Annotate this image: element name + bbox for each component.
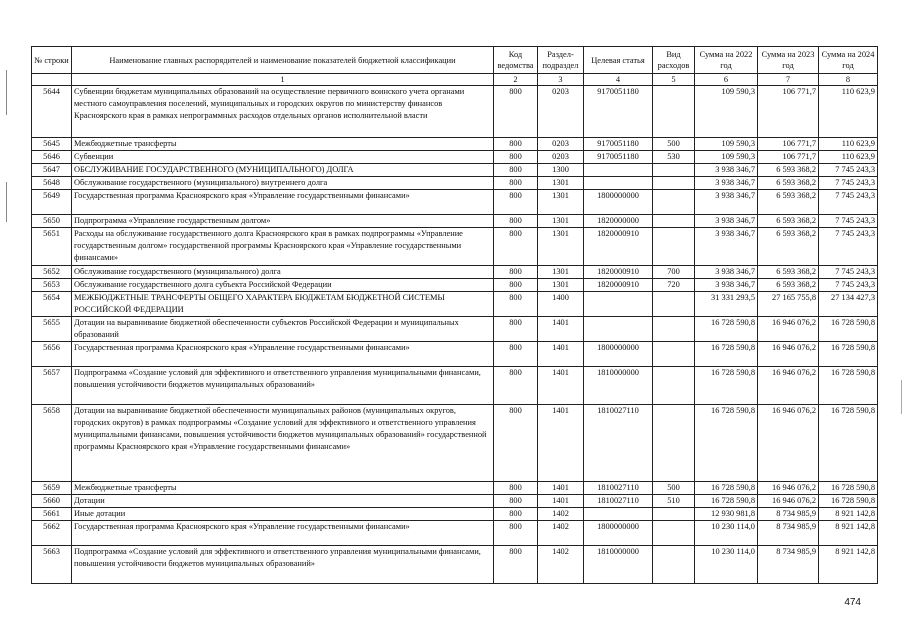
row-number: 5645 xyxy=(32,138,72,151)
expense-type xyxy=(653,190,695,215)
column-number-row xyxy=(32,74,878,86)
sum-2022: 3 938 346,7 xyxy=(695,228,758,266)
section-code: 1400 xyxy=(538,292,584,317)
department-code: 800 xyxy=(494,521,538,546)
sum-2023: 16 946 076,2 xyxy=(758,405,819,482)
row-name: Межбюджетные трансферты xyxy=(72,482,494,495)
sum-2024: 7 745 243,3 xyxy=(819,164,878,177)
row-number: 5652 xyxy=(32,266,72,279)
table-header-row xyxy=(32,47,878,74)
table-row xyxy=(32,164,878,177)
table-row xyxy=(32,151,878,164)
column-number: 5 xyxy=(653,74,695,86)
header-section: Раздел-подраздел xyxy=(538,47,584,74)
sum-2023: 6 593 368,2 xyxy=(758,279,819,292)
table-row xyxy=(32,482,878,495)
sum-2024: 16 728 590,8 xyxy=(819,405,878,482)
sum-2022: 16 728 590,8 xyxy=(695,405,758,482)
department-code: 800 xyxy=(494,279,538,292)
section-code: 1301 xyxy=(538,215,584,228)
row-name: Подпрограмма «Создание условий для эффективного и ответственного управления муниципальными финансами, повышения устойчивости бюджетов муниципальных образований» xyxy=(72,546,494,584)
section-code: 0203 xyxy=(538,151,584,164)
section-code: 1401 xyxy=(538,317,584,342)
table-row xyxy=(32,367,878,405)
table-row xyxy=(32,228,878,266)
expense-type xyxy=(653,508,695,521)
sum-2023: 6 593 368,2 xyxy=(758,228,819,266)
expense-type: 530 xyxy=(653,151,695,164)
table-row xyxy=(32,405,878,482)
section-code: 1301 xyxy=(538,266,584,279)
sum-2022: 16 728 590,8 xyxy=(695,342,758,367)
sum-2022: 16 728 590,8 xyxy=(695,317,758,342)
target-article xyxy=(584,508,653,521)
target-article: 1820000910 xyxy=(584,228,653,266)
row-number: 5657 xyxy=(32,367,72,405)
sum-2023: 27 165 755,8 xyxy=(758,292,819,317)
header-target-article: Целевая статья xyxy=(584,47,653,74)
row-name: Обслуживание государственного (муниципального) внутреннего долга xyxy=(72,177,494,190)
department-code: 800 xyxy=(494,177,538,190)
section-code: 1401 xyxy=(538,405,584,482)
sum-2023: 106 771,7 xyxy=(758,151,819,164)
target-article: 1820000000 xyxy=(584,215,653,228)
table-row xyxy=(32,546,878,584)
table-row xyxy=(32,317,878,342)
expense-type xyxy=(653,177,695,190)
department-code: 800 xyxy=(494,342,538,367)
target-article: 1820000910 xyxy=(584,279,653,292)
section-code: 1401 xyxy=(538,495,584,508)
sum-2023: 6 593 368,2 xyxy=(758,266,819,279)
department-code: 800 xyxy=(494,228,538,266)
sum-2024: 7 745 243,3 xyxy=(819,266,878,279)
department-code: 800 xyxy=(494,405,538,482)
sum-2022: 3 938 346,7 xyxy=(695,177,758,190)
table-row xyxy=(32,342,878,367)
expense-type: 700 xyxy=(653,266,695,279)
expense-type: 510 xyxy=(653,495,695,508)
target-article: 1810000000 xyxy=(584,367,653,405)
section-code: 1401 xyxy=(538,342,584,367)
expense-type xyxy=(653,228,695,266)
column-number xyxy=(32,74,72,86)
row-name: МЕЖБЮДЖЕТНЫЕ ТРАНСФЕРТЫ ОБЩЕГО ХАРАКТЕРА БЮДЖЕТАМ БЮДЖЕТНОЙ СИСТЕМЫ РОССИЙСКОЙ ФЕДЕРАЦИИ xyxy=(72,292,494,317)
sum-2024: 7 745 243,3 xyxy=(819,215,878,228)
target-article: 1810000000 xyxy=(584,546,653,584)
header-sum-2022: Сумма на 2022 год xyxy=(695,47,758,74)
expense-type xyxy=(653,86,695,138)
sum-2022: 10 230 114,0 xyxy=(695,546,758,584)
row-number: 5651 xyxy=(32,228,72,266)
row-name: Государственная программа Красноярского края «Управление государственными финансами» xyxy=(72,521,494,546)
row-number: 5661 xyxy=(32,508,72,521)
column-number: 6 xyxy=(695,74,758,86)
department-code: 800 xyxy=(494,317,538,342)
sum-2023: 6 593 368,2 xyxy=(758,177,819,190)
row-number: 5659 xyxy=(32,482,72,495)
row-name: Обслуживание государственного долга субъекта Российской Федерации xyxy=(72,279,494,292)
left-binding-mark xyxy=(6,70,7,115)
row-name: Дотации xyxy=(72,495,494,508)
expense-type: 720 xyxy=(653,279,695,292)
header-expense-type: Вид расходов xyxy=(653,47,695,74)
section-code: 1301 xyxy=(538,228,584,266)
row-number: 5644 xyxy=(32,86,72,138)
sum-2023: 6 593 368,2 xyxy=(758,164,819,177)
expense-type xyxy=(653,317,695,342)
table-row xyxy=(32,495,878,508)
sum-2023: 8 734 985,9 xyxy=(758,508,819,521)
section-code: 1301 xyxy=(538,190,584,215)
row-name: Дотации на выравнивание бюджетной обеспеченности муниципальных районов (муниципальных округов, городских округов) в рамках подпрограммы «Создание условий для эффективного и ответственного управления муниципальными финансами, повышения устойчивости бюджетов муниципальных образований» государственной программы Красноярского края «Управление государственными финансами» xyxy=(72,405,494,482)
sum-2024: 27 134 427,3 xyxy=(819,292,878,317)
target-article: 1800000000 xyxy=(584,342,653,367)
target-article xyxy=(584,177,653,190)
sum-2022: 109 590,3 xyxy=(695,138,758,151)
target-article: 9170051180 xyxy=(584,151,653,164)
section-code: 0203 xyxy=(538,86,584,138)
expense-type xyxy=(653,292,695,317)
target-article xyxy=(584,292,653,317)
header-sum-2024: Сумма на 2024 год xyxy=(819,47,878,74)
sum-2023: 6 593 368,2 xyxy=(758,190,819,215)
budget-table xyxy=(31,46,878,584)
department-code: 800 xyxy=(494,215,538,228)
sum-2024: 16 728 590,8 xyxy=(819,495,878,508)
column-number: 7 xyxy=(758,74,819,86)
expense-type xyxy=(653,164,695,177)
sum-2024: 16 728 590,8 xyxy=(819,342,878,367)
table-row xyxy=(32,177,878,190)
header-sum-2023: Сумма на 2023 год xyxy=(758,47,819,74)
row-name: Подпрограмма «Создание условий для эффективного и ответственного управления муниципальными финансами, повышения устойчивости бюджетов муниципальных образований» xyxy=(72,367,494,405)
department-code: 800 xyxy=(494,86,538,138)
sum-2024: 110 623,9 xyxy=(819,138,878,151)
target-article: 1820000910 xyxy=(584,266,653,279)
table-row xyxy=(32,215,878,228)
sum-2022: 31 331 293,5 xyxy=(695,292,758,317)
expense-type: 500 xyxy=(653,138,695,151)
sum-2024: 8 921 142,8 xyxy=(819,508,878,521)
sum-2023: 8 734 985,9 xyxy=(758,546,819,584)
table-row xyxy=(32,279,878,292)
row-number: 5649 xyxy=(32,190,72,215)
department-code: 800 xyxy=(494,508,538,521)
row-name: Государственная программа Красноярского края «Управление государственными финансами» xyxy=(72,342,494,367)
sum-2024: 7 745 243,3 xyxy=(819,190,878,215)
right-edge-mark xyxy=(901,380,902,414)
target-article: 9170051180 xyxy=(584,86,653,138)
row-number: 5656 xyxy=(32,342,72,367)
row-number: 5646 xyxy=(32,151,72,164)
sum-2022: 16 728 590,8 xyxy=(695,482,758,495)
table-row xyxy=(32,266,878,279)
row-number: 5647 xyxy=(32,164,72,177)
target-article xyxy=(584,164,653,177)
sum-2023: 106 771,7 xyxy=(758,86,819,138)
sum-2023: 6 593 368,2 xyxy=(758,215,819,228)
sum-2023: 16 946 076,2 xyxy=(758,482,819,495)
sum-2022: 109 590,3 xyxy=(695,86,758,138)
sum-2022: 3 938 346,7 xyxy=(695,190,758,215)
row-number: 5654 xyxy=(32,292,72,317)
section-code: 1401 xyxy=(538,367,584,405)
sum-2023: 8 734 985,9 xyxy=(758,521,819,546)
department-code: 800 xyxy=(494,546,538,584)
target-article xyxy=(584,317,653,342)
sum-2024: 16 728 590,8 xyxy=(819,317,878,342)
expense-type xyxy=(653,405,695,482)
row-number: 5663 xyxy=(32,546,72,584)
sum-2022: 3 938 346,7 xyxy=(695,215,758,228)
budget-table-sheet xyxy=(31,46,877,584)
sum-2022: 16 728 590,8 xyxy=(695,367,758,405)
target-article: 1800000000 xyxy=(584,521,653,546)
table-row xyxy=(32,190,878,215)
department-code: 800 xyxy=(494,190,538,215)
sum-2024: 7 745 243,3 xyxy=(819,228,878,266)
sum-2022: 3 938 346,7 xyxy=(695,279,758,292)
sum-2023: 16 946 076,2 xyxy=(758,495,819,508)
section-code: 1300 xyxy=(538,164,584,177)
section-code: 1402 xyxy=(538,521,584,546)
header-department-code: Код ведомства xyxy=(494,47,538,74)
header-name: Наименование главных распорядителей и наименование показателей бюджетной классификации xyxy=(72,47,494,74)
sum-2024: 7 745 243,3 xyxy=(819,279,878,292)
row-number: 5660 xyxy=(32,495,72,508)
header-row-number: № строки xyxy=(32,47,72,74)
department-code: 800 xyxy=(494,151,538,164)
expense-type xyxy=(653,546,695,584)
expense-type xyxy=(653,521,695,546)
department-code: 800 xyxy=(494,164,538,177)
section-code: 1402 xyxy=(538,508,584,521)
table-row xyxy=(32,292,878,317)
expense-type xyxy=(653,367,695,405)
target-article: 1810027110 xyxy=(584,482,653,495)
row-name: Подпрограмма «Управление государственным долгом» xyxy=(72,215,494,228)
section-code: 1401 xyxy=(538,482,584,495)
table-row xyxy=(32,508,878,521)
sum-2024: 7 745 243,3 xyxy=(819,177,878,190)
row-number: 5648 xyxy=(32,177,72,190)
department-code: 800 xyxy=(494,482,538,495)
section-code: 0203 xyxy=(538,138,584,151)
expense-type xyxy=(653,342,695,367)
row-name: Субвенции xyxy=(72,151,494,164)
page-number: 474 xyxy=(844,597,861,608)
table-row xyxy=(32,86,878,138)
expense-type: 500 xyxy=(653,482,695,495)
sum-2023: 16 946 076,2 xyxy=(758,317,819,342)
sum-2022: 109 590,3 xyxy=(695,151,758,164)
target-article: 1810027110 xyxy=(584,405,653,482)
department-code: 800 xyxy=(494,266,538,279)
sum-2022: 12 930 981,8 xyxy=(695,508,758,521)
sum-2024: 110 623,9 xyxy=(819,86,878,138)
sum-2022: 3 938 346,7 xyxy=(695,266,758,279)
sum-2024: 110 623,9 xyxy=(819,151,878,164)
column-number: 3 xyxy=(538,74,584,86)
row-number: 5653 xyxy=(32,279,72,292)
sum-2023: 106 771,7 xyxy=(758,138,819,151)
target-article: 9170051180 xyxy=(584,138,653,151)
row-number: 5662 xyxy=(32,521,72,546)
target-article: 1800000000 xyxy=(584,190,653,215)
sum-2022: 3 938 346,7 xyxy=(695,164,758,177)
department-code: 800 xyxy=(494,495,538,508)
sum-2024: 16 728 590,8 xyxy=(819,482,878,495)
column-number: 8 xyxy=(819,74,878,86)
sum-2024: 16 728 590,8 xyxy=(819,367,878,405)
department-code: 800 xyxy=(494,292,538,317)
section-code: 1402 xyxy=(538,546,584,584)
department-code: 800 xyxy=(494,367,538,405)
row-name: Субвенции бюджетам муниципальных образований на осуществление первичного воинского учета органами местного самоуправления поселений, муниципальных и городских округов по министерству финансов Красноярского края в рамках непрограммных расходов отдельных органов исполнительной власти xyxy=(72,86,494,138)
row-name: ОБСЛУЖИВАНИЕ ГОСУДАРСТВЕННОГО (МУНИЦИПАЛЬНОГО) ДОЛГА xyxy=(72,164,494,177)
sum-2022: 16 728 590,8 xyxy=(695,495,758,508)
column-number: 2 xyxy=(494,74,538,86)
row-name: Дотации на выравнивание бюджетной обеспеченности субъектов Российской Федерации и муниципальных образований xyxy=(72,317,494,342)
department-code: 800 xyxy=(494,138,538,151)
section-code: 1301 xyxy=(538,177,584,190)
section-code: 1301 xyxy=(538,279,584,292)
row-name: Обслуживание государственного (муниципального) долга xyxy=(72,266,494,279)
table-row xyxy=(32,138,878,151)
sum-2024: 8 921 142,8 xyxy=(819,521,878,546)
sum-2022: 10 230 114,0 xyxy=(695,521,758,546)
sum-2023: 16 946 076,2 xyxy=(758,367,819,405)
target-article: 1810027110 xyxy=(584,495,653,508)
row-number: 5655 xyxy=(32,317,72,342)
expense-type xyxy=(653,215,695,228)
row-name: Государственная программа Красноярского края «Управление государственными финансами» xyxy=(72,190,494,215)
column-number: 1 xyxy=(72,74,494,86)
row-number: 5650 xyxy=(32,215,72,228)
left-binding-mark xyxy=(6,182,7,222)
table-row xyxy=(32,521,878,546)
row-name: Межбюджетные трансферты xyxy=(72,138,494,151)
row-name: Расходы на обслуживание государственного долга Красноярского края в рамках подпрограммы «Управление государственным долгом» государственной программы Красноярского края «Управление государственными финансами» xyxy=(72,228,494,266)
sum-2023: 16 946 076,2 xyxy=(758,342,819,367)
row-name: Иные дотации xyxy=(72,508,494,521)
column-number: 4 xyxy=(584,74,653,86)
row-number: 5658 xyxy=(32,405,72,482)
sum-2024: 8 921 142,8 xyxy=(819,546,878,584)
